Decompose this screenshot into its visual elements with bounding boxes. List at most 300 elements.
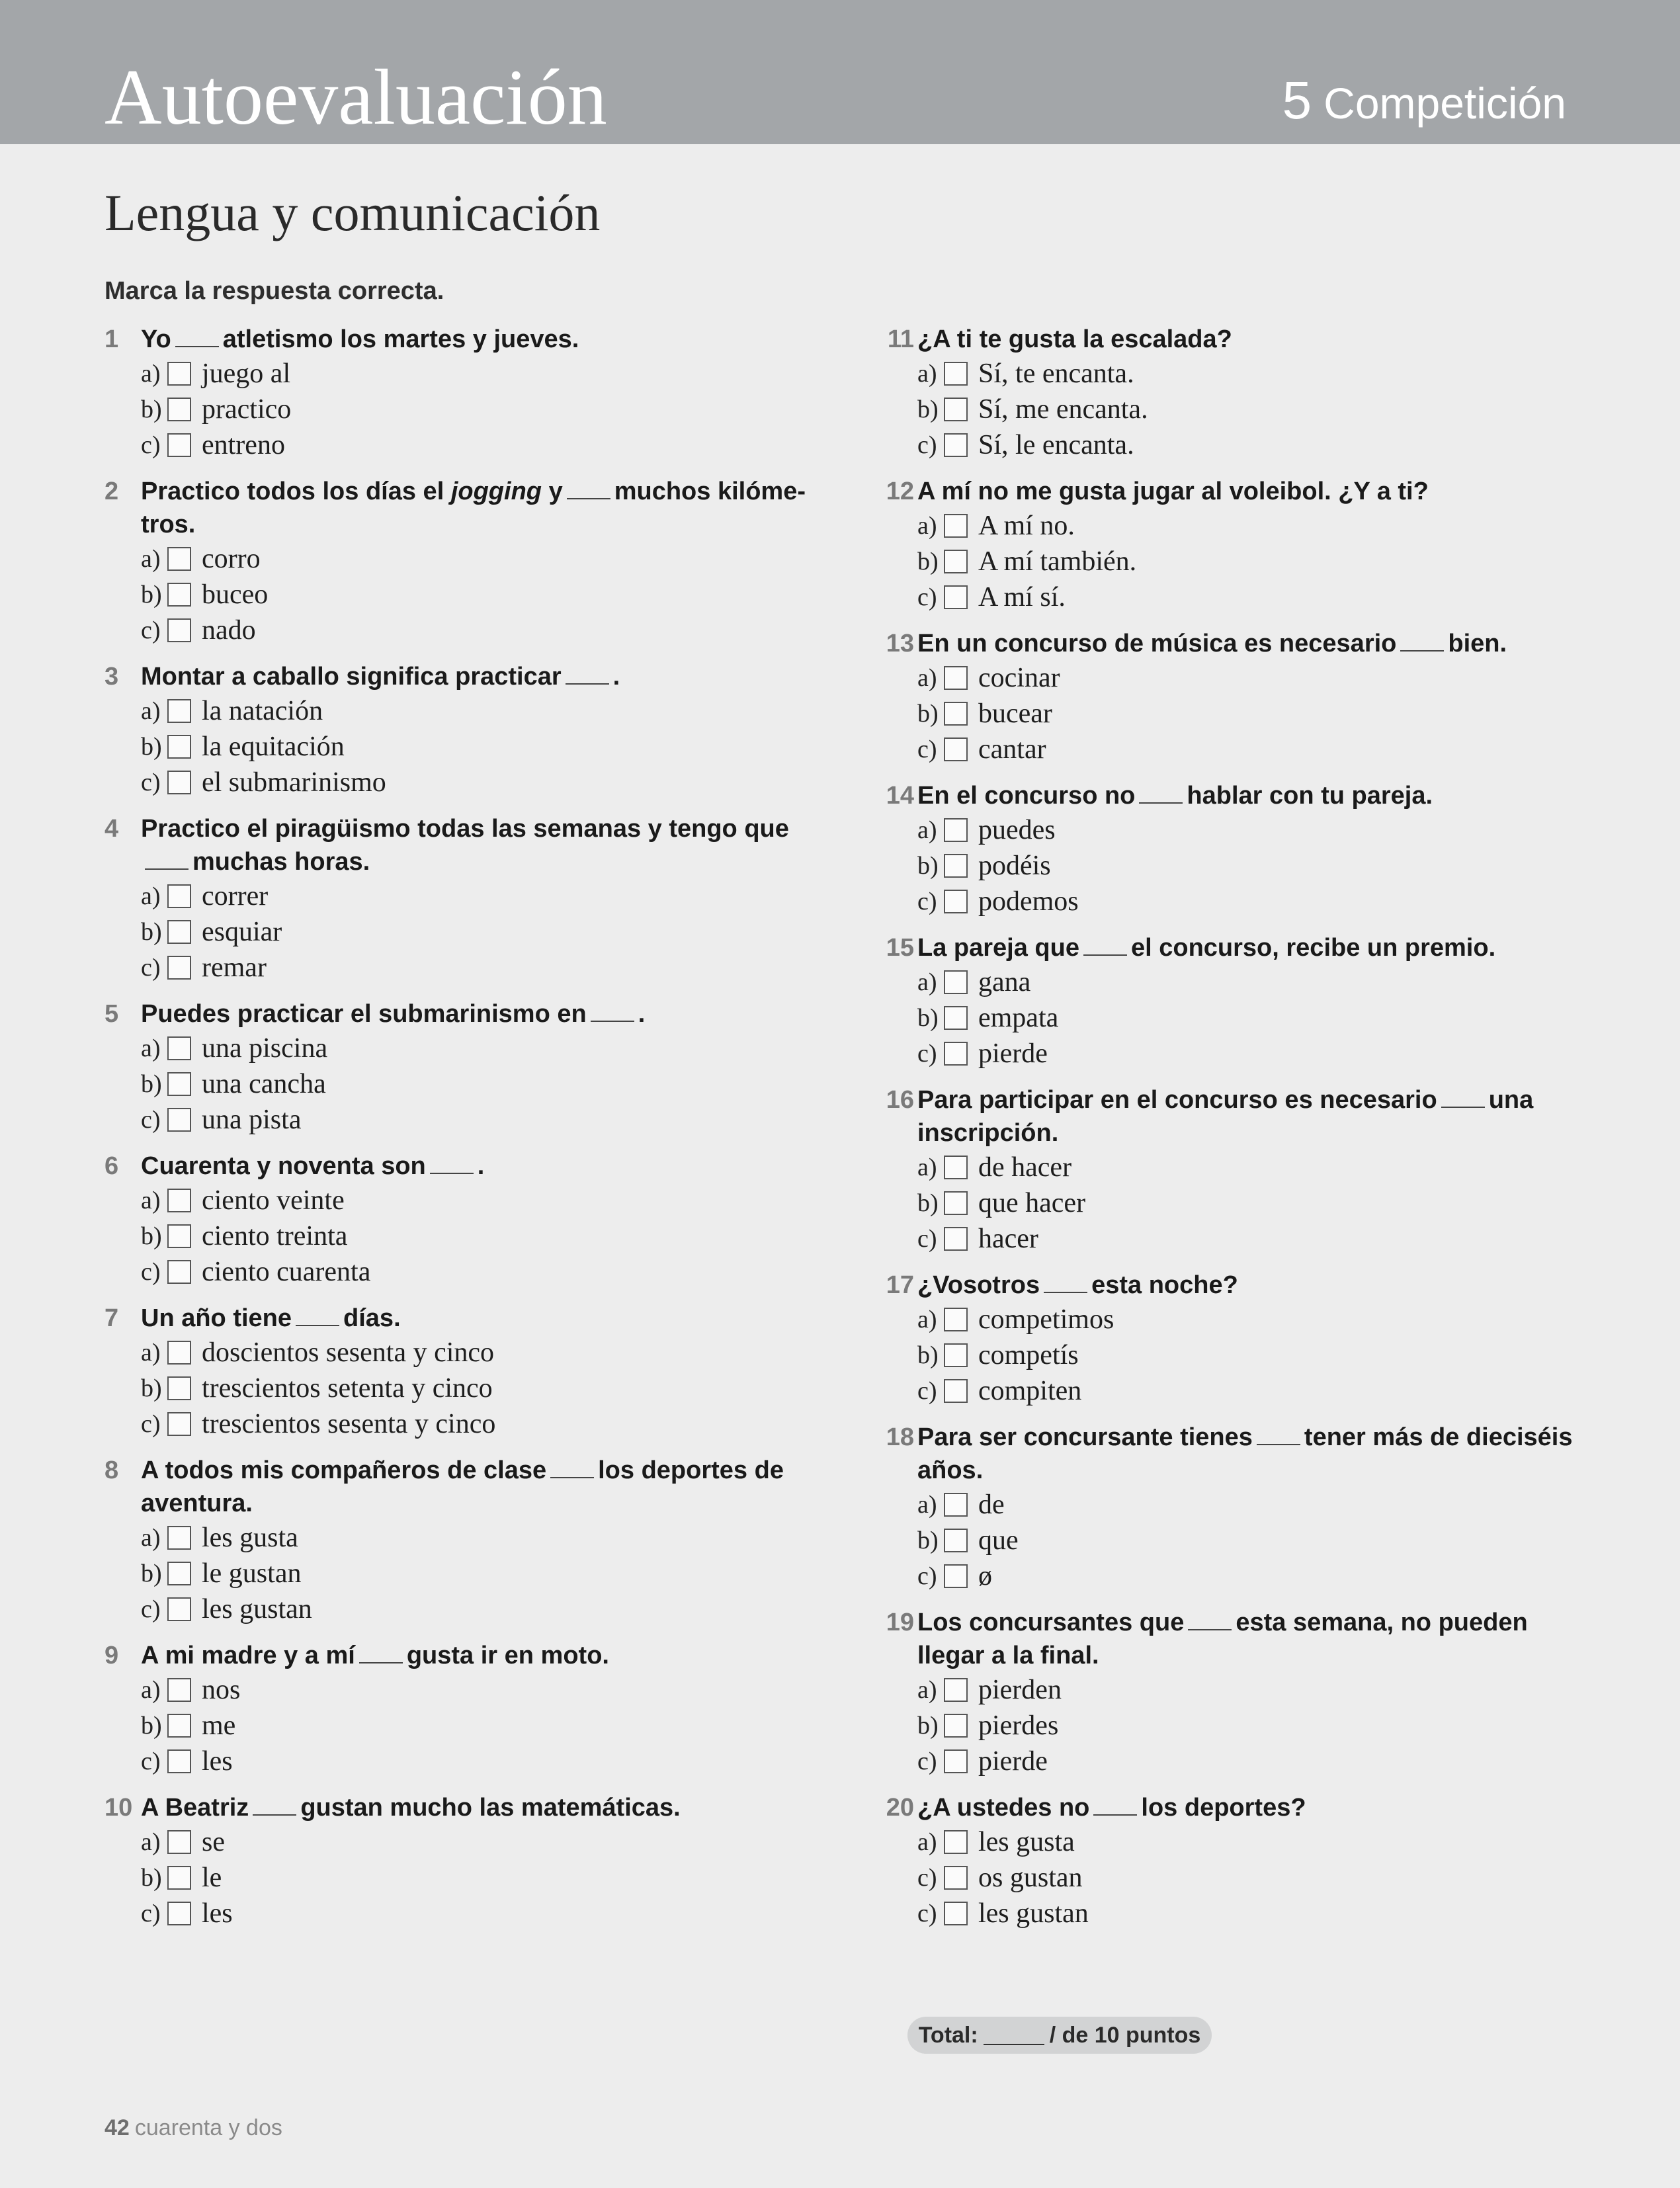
- answer-blank: [175, 323, 219, 347]
- option-text: Sí, le encanta.: [978, 430, 1134, 460]
- option-row[interactable]: [141, 914, 806, 950]
- option-letter: b): [141, 1712, 162, 1740]
- option-text: esquiar: [202, 917, 282, 947]
- option-letter: c): [141, 769, 161, 796]
- option-letter: c): [141, 431, 161, 459]
- option-letter: a): [917, 1676, 937, 1704]
- options-list: [141, 1335, 806, 1442]
- option-checkbox[interactable]: [944, 1902, 968, 1925]
- option-row[interactable]: [141, 1406, 806, 1442]
- question-4: [105, 812, 806, 986]
- option-text: A mí sí.: [978, 582, 1066, 612]
- question-text-start: A Beatriz: [141, 1794, 249, 1822]
- question-3: [105, 660, 806, 800]
- option-text: compiten: [978, 1376, 1082, 1406]
- question-text: [917, 1791, 1583, 1824]
- answer-blank: [1400, 628, 1444, 652]
- question-7: [105, 1302, 806, 1442]
- option-checkbox[interactable]: [944, 1006, 968, 1030]
- question-number: 14: [886, 782, 914, 810]
- option-letter: c): [917, 1562, 937, 1590]
- question-text-end: gusta ir en moto.: [406, 1642, 609, 1669]
- question-text-start: A todos mis compañeros de clase: [141, 1456, 547, 1484]
- option-checkbox[interactable]: [167, 1678, 191, 1702]
- answer-blank: [359, 1640, 403, 1663]
- answer-blank: [550, 1454, 594, 1478]
- option-row[interactable]: [917, 1860, 1583, 1896]
- option-checkbox[interactable]: [944, 1308, 968, 1331]
- options-list: [917, 508, 1583, 615]
- option-text: nado: [202, 615, 256, 646]
- option-text: les: [202, 1746, 233, 1777]
- question-text-end: hablar con tu pareja.: [1187, 782, 1433, 810]
- total-score-box: [907, 2017, 1212, 2054]
- option-row[interactable]: [141, 950, 806, 986]
- option-checkbox[interactable]: [167, 1341, 191, 1365]
- option-text: me: [202, 1710, 236, 1741]
- option-text: os gustan: [978, 1863, 1083, 1893]
- option-row[interactable]: [141, 1102, 806, 1138]
- section-title: Lengua y comunicación: [105, 184, 601, 241]
- option-row[interactable]: [917, 392, 1583, 427]
- option-checkbox[interactable]: [167, 1189, 191, 1212]
- option-checkbox[interactable]: [944, 514, 968, 538]
- options-list: [917, 1672, 1583, 1779]
- option-checkbox[interactable]: [167, 618, 191, 642]
- option-checkbox[interactable]: [944, 1227, 968, 1251]
- answer-blank: [1044, 1269, 1087, 1293]
- option-row[interactable]: [917, 1302, 1583, 1337]
- option-checkbox[interactable]: [167, 1526, 191, 1550]
- option-text: les gusta: [202, 1523, 298, 1553]
- question-text: [141, 475, 806, 541]
- option-text: entreno: [202, 430, 285, 460]
- options-list: [141, 1031, 806, 1138]
- option-letter: a): [917, 512, 937, 540]
- option-row[interactable]: [141, 356, 806, 392]
- option-row[interactable]: [917, 1337, 1583, 1373]
- question-text: [917, 779, 1583, 812]
- answer-blank: [1083, 932, 1127, 956]
- question-12: [882, 475, 1583, 615]
- option-checkbox[interactable]: [167, 1108, 191, 1132]
- option-checkbox[interactable]: [944, 1379, 968, 1403]
- option-letter: b): [917, 548, 939, 575]
- option-text: cocinar: [978, 663, 1060, 693]
- option-text: doscientos sesenta y cinco: [202, 1337, 495, 1368]
- option-checkbox[interactable]: [167, 547, 191, 571]
- option-letter: a): [141, 1339, 161, 1367]
- option-checkbox[interactable]: [944, 362, 968, 386]
- question-number: 11: [887, 325, 914, 353]
- option-checkbox[interactable]: [944, 1156, 968, 1179]
- option-row[interactable]: [141, 1744, 806, 1779]
- option-letter: c): [141, 616, 161, 644]
- question-text-end: esta semana, no pueden llegar a la final.: [917, 1609, 1528, 1669]
- question-number: 12: [886, 478, 914, 505]
- question-text: [141, 1150, 806, 1183]
- question-text-start: Para ser concursante tienes: [917, 1423, 1253, 1451]
- question-text-start: ¿Vosotros: [917, 1271, 1040, 1299]
- question-text-start: Montar a caballo significa practicar: [141, 663, 562, 691]
- option-checkbox[interactable]: [944, 970, 968, 994]
- option-checkbox[interactable]: [944, 1749, 968, 1773]
- option-row[interactable]: [917, 1150, 1583, 1185]
- option-row[interactable]: [917, 579, 1583, 615]
- question-text-start: Practico todos los días el: [141, 478, 444, 505]
- option-checkbox[interactable]: [167, 884, 191, 908]
- option-checkbox[interactable]: [167, 362, 191, 386]
- page-title: Autoevaluación: [105, 53, 607, 141]
- options-list: [141, 1672, 806, 1779]
- option-letter: a): [917, 1828, 937, 1856]
- question-text: [917, 1269, 1583, 1302]
- option-letter: a): [141, 545, 161, 573]
- option-row[interactable]: [141, 577, 806, 612]
- option-text: practico: [202, 394, 292, 425]
- question-text-end: los deportes de aventura.: [141, 1456, 784, 1517]
- option-letter: c): [141, 1106, 161, 1134]
- option-row[interactable]: [917, 848, 1583, 884]
- option-checkbox[interactable]: [167, 1830, 191, 1854]
- option-letter: c): [917, 888, 937, 915]
- option-checkbox[interactable]: [944, 1830, 968, 1854]
- options-list: [141, 878, 806, 986]
- option-text: le gustan: [202, 1558, 302, 1589]
- question-text: [141, 1791, 806, 1824]
- question-text-start: Yo: [141, 325, 171, 353]
- question-text-start: ¿A ti te gusta la escalada?: [917, 325, 1232, 353]
- option-letter: b): [917, 396, 939, 423]
- option-checkbox[interactable]: [944, 1866, 968, 1890]
- option-row[interactable]: [141, 1335, 806, 1370]
- option-checkbox[interactable]: [944, 398, 968, 421]
- option-row[interactable]: [917, 1672, 1583, 1708]
- option-row[interactable]: [917, 1185, 1583, 1221]
- option-checkbox[interactable]: [167, 735, 191, 759]
- option-text: competís: [978, 1340, 1079, 1370]
- option-row[interactable]: [141, 1708, 806, 1744]
- option-text: una cancha: [202, 1069, 326, 1099]
- option-row[interactable]: [141, 612, 806, 648]
- option-letter: a): [141, 882, 161, 910]
- option-letter: c): [917, 1225, 937, 1253]
- option-row[interactable]: [917, 812, 1583, 848]
- option-checkbox[interactable]: [167, 956, 191, 980]
- option-checkbox[interactable]: [944, 550, 968, 573]
- option-checkbox[interactable]: [167, 1597, 191, 1621]
- option-checkbox[interactable]: [167, 433, 191, 457]
- question-19: [882, 1606, 1583, 1779]
- option-checkbox[interactable]: [167, 1036, 191, 1060]
- option-checkbox[interactable]: [944, 1042, 968, 1066]
- option-checkbox[interactable]: [167, 398, 191, 421]
- option-row[interactable]: [141, 1183, 806, 1218]
- option-row[interactable]: [141, 1591, 806, 1627]
- options-list: [917, 1824, 1583, 1931]
- option-text: pierdes: [978, 1710, 1059, 1741]
- option-row[interactable]: [917, 696, 1583, 732]
- option-checkbox[interactable]: [167, 583, 191, 607]
- option-row[interactable]: [917, 1487, 1583, 1523]
- option-checkbox[interactable]: [167, 1412, 191, 1436]
- option-text: les gusta: [978, 1827, 1075, 1857]
- option-text: podemos: [978, 886, 1079, 917]
- question-text-end: .: [477, 1152, 485, 1180]
- option-text: puedes: [978, 815, 1056, 845]
- question-text-end: .: [612, 663, 620, 691]
- header-band: [0, 0, 1680, 144]
- option-letter: b): [917, 1189, 939, 1217]
- option-checkbox[interactable]: [167, 1902, 191, 1925]
- option-row[interactable]: [141, 693, 806, 729]
- question-text-italic: jogging: [450, 478, 542, 505]
- option-checkbox[interactable]: [944, 890, 968, 913]
- question-text: [141, 812, 806, 878]
- option-text: una pista: [202, 1105, 302, 1135]
- question-8: [105, 1454, 806, 1627]
- question-text-end: los deportes?: [1141, 1794, 1306, 1822]
- option-checkbox[interactable]: [167, 1749, 191, 1773]
- question-20: [882, 1791, 1583, 1931]
- option-row[interactable]: [141, 427, 806, 463]
- option-text: trescientos sesenta y cinco: [202, 1409, 496, 1439]
- option-checkbox[interactable]: [944, 1678, 968, 1702]
- options-list: [917, 1302, 1583, 1409]
- option-row[interactable]: [917, 544, 1583, 579]
- option-letter: a): [141, 1676, 161, 1704]
- option-row[interactable]: [917, 1221, 1583, 1257]
- option-row[interactable]: [141, 729, 806, 765]
- option-checkbox[interactable]: [944, 1529, 968, 1552]
- option-letter: c): [917, 736, 937, 763]
- question-number: 3: [105, 663, 119, 691]
- option-letter: b): [141, 733, 162, 761]
- option-row[interactable]: [917, 508, 1583, 544]
- question-text: [141, 323, 806, 356]
- option-row[interactable]: [141, 1370, 806, 1406]
- option-row[interactable]: [917, 1523, 1583, 1558]
- option-row[interactable]: [141, 1672, 806, 1708]
- option-row[interactable]: [917, 732, 1583, 767]
- question-number: 10: [105, 1794, 133, 1822]
- question-10: [105, 1791, 806, 1931]
- option-text: pierde: [978, 1746, 1048, 1777]
- option-row[interactable]: [141, 1860, 806, 1896]
- option-text: les: [202, 1898, 233, 1929]
- option-checkbox[interactable]: [167, 699, 191, 723]
- option-letter: c): [141, 1595, 161, 1623]
- option-letter: b): [917, 1712, 939, 1740]
- option-text: les gustan: [978, 1898, 1089, 1929]
- question-text: [141, 1302, 806, 1335]
- option-checkbox[interactable]: [944, 818, 968, 842]
- option-row[interactable]: [141, 878, 806, 914]
- option-text: ciento treinta: [202, 1221, 348, 1251]
- questions-left-column: [105, 323, 806, 1943]
- question-text-mid: y: [548, 478, 563, 505]
- option-letter: b): [141, 1374, 162, 1402]
- question-text-start: La pareja que: [917, 934, 1079, 962]
- option-row[interactable]: [917, 427, 1583, 463]
- option-text: A mí también.: [978, 546, 1137, 577]
- question-text: [917, 1606, 1583, 1672]
- option-checkbox[interactable]: [944, 585, 968, 609]
- question-number: 5: [105, 1000, 119, 1028]
- question-14: [882, 779, 1583, 919]
- option-checkbox[interactable]: [944, 737, 968, 761]
- option-text: empata: [978, 1003, 1059, 1033]
- unit-name: Competición: [1323, 79, 1566, 128]
- option-letter: a): [917, 360, 937, 388]
- question-number: 20: [886, 1794, 914, 1822]
- option-checkbox[interactable]: [944, 433, 968, 457]
- question-number: 16: [886, 1086, 914, 1114]
- option-row[interactable]: [141, 1824, 806, 1860]
- question-6: [105, 1150, 806, 1290]
- total-suffix: / de 10 puntos: [1049, 2022, 1201, 2048]
- option-checkbox[interactable]: [944, 854, 968, 878]
- option-text: bucear: [978, 698, 1052, 729]
- option-letter: c): [917, 583, 937, 611]
- option-letter: a): [917, 1154, 937, 1181]
- option-checkbox[interactable]: [167, 1376, 191, 1400]
- answer-blank: [1441, 1084, 1485, 1108]
- question-number: 9: [105, 1642, 119, 1669]
- options-list: [141, 1824, 806, 1931]
- question-18: [882, 1421, 1583, 1594]
- option-text: juego al: [202, 358, 291, 389]
- option-row[interactable]: [141, 541, 806, 577]
- option-row[interactable]: [141, 1896, 806, 1931]
- option-row[interactable]: [917, 884, 1583, 919]
- option-row[interactable]: [917, 1036, 1583, 1072]
- option-letter: a): [141, 697, 161, 725]
- page-number: 42: [105, 2115, 130, 2140]
- question-text-start: Un año tiene: [141, 1304, 292, 1332]
- option-row[interactable]: [917, 1558, 1583, 1594]
- option-checkbox[interactable]: [167, 920, 191, 944]
- option-checkbox[interactable]: [944, 1191, 968, 1215]
- options-list: [917, 356, 1583, 463]
- option-checkbox[interactable]: [944, 1564, 968, 1588]
- question-text: [917, 1421, 1583, 1487]
- option-letter: c): [141, 1900, 161, 1927]
- option-letter: a): [141, 1187, 161, 1214]
- option-row[interactable]: [917, 1896, 1583, 1931]
- question-number: 2: [105, 478, 119, 505]
- options-list: [141, 356, 806, 463]
- option-row[interactable]: [917, 1824, 1583, 1860]
- question-text-end: una inscripción.: [917, 1086, 1534, 1147]
- option-row[interactable]: [141, 1031, 806, 1066]
- question-number: 4: [105, 815, 119, 843]
- total-blank[interactable]: [984, 2025, 1044, 2045]
- option-row[interactable]: [141, 765, 806, 800]
- option-checkbox[interactable]: [167, 1562, 191, 1585]
- question-9: [105, 1639, 806, 1779]
- options-list: [141, 1183, 806, 1290]
- option-text: la natación: [202, 696, 323, 726]
- option-checkbox[interactable]: [944, 1343, 968, 1367]
- option-text: de hacer: [978, 1152, 1072, 1183]
- question-number: 13: [886, 630, 914, 657]
- options-list: [917, 1150, 1583, 1257]
- option-letter: a): [141, 360, 161, 388]
- option-text: que: [978, 1525, 1019, 1556]
- answer-blank: [591, 998, 634, 1022]
- question-text-start: Cuarenta y noventa son: [141, 1152, 426, 1180]
- option-row[interactable]: [917, 964, 1583, 1000]
- option-row[interactable]: [141, 1066, 806, 1102]
- option-text: Sí, me encanta.: [978, 394, 1148, 425]
- option-row[interactable]: [141, 1254, 806, 1290]
- answer-blank: [430, 1150, 474, 1174]
- option-row[interactable]: [917, 1744, 1583, 1779]
- option-checkbox[interactable]: [944, 666, 968, 690]
- option-text: que hacer: [978, 1188, 1086, 1218]
- option-row[interactable]: [141, 392, 806, 427]
- option-text: A mí no.: [978, 511, 1075, 541]
- option-row[interactable]: [917, 1000, 1583, 1036]
- question-text: [141, 1454, 806, 1520]
- answer-blank: [1188, 1607, 1232, 1630]
- option-checkbox[interactable]: [944, 1714, 968, 1738]
- question-text-end: esta noche?: [1091, 1271, 1238, 1299]
- option-checkbox[interactable]: [167, 771, 191, 794]
- option-letter: a): [917, 1306, 937, 1333]
- option-text: competimos: [978, 1304, 1114, 1335]
- option-row[interactable]: [141, 1520, 806, 1556]
- option-letter: c): [141, 1258, 161, 1286]
- options-list: [141, 693, 806, 800]
- question-number: 6: [105, 1152, 119, 1180]
- option-letter: b): [141, 1864, 162, 1892]
- question-number: 17: [886, 1271, 914, 1299]
- option-checkbox[interactable]: [167, 1714, 191, 1738]
- answer-blank: [567, 476, 610, 499]
- option-row[interactable]: [141, 1218, 806, 1254]
- option-checkbox[interactable]: [944, 702, 968, 726]
- question-number: 19: [886, 1609, 914, 1636]
- question-text-start: En un concurso de música es necesario: [917, 630, 1397, 657]
- option-checkbox[interactable]: [167, 1072, 191, 1096]
- option-row[interactable]: [917, 356, 1583, 392]
- question-11: [882, 323, 1583, 463]
- option-row[interactable]: [917, 1708, 1583, 1744]
- option-checkbox[interactable]: [167, 1866, 191, 1890]
- answer-blank: [145, 846, 189, 870]
- question-text: [141, 997, 806, 1031]
- option-checkbox[interactable]: [167, 1224, 191, 1248]
- question-text-end: días.: [343, 1304, 401, 1332]
- option-text: cantar: [978, 734, 1046, 765]
- option-row[interactable]: [141, 1556, 806, 1591]
- option-letter: b): [917, 1341, 939, 1369]
- option-letter: b): [917, 1004, 939, 1032]
- option-checkbox[interactable]: [167, 1260, 191, 1284]
- option-checkbox[interactable]: [944, 1493, 968, 1517]
- question-text: [917, 475, 1583, 508]
- question-text-start: Puedes practicar el submarinismo en: [141, 1000, 587, 1028]
- option-text: se: [202, 1827, 225, 1857]
- option-row[interactable]: [917, 1373, 1583, 1409]
- option-row[interactable]: [917, 660, 1583, 696]
- option-text: podéis: [978, 851, 1051, 881]
- question-17: [882, 1269, 1583, 1409]
- option-text: una piscina: [202, 1033, 328, 1064]
- option-text: gana: [978, 967, 1031, 997]
